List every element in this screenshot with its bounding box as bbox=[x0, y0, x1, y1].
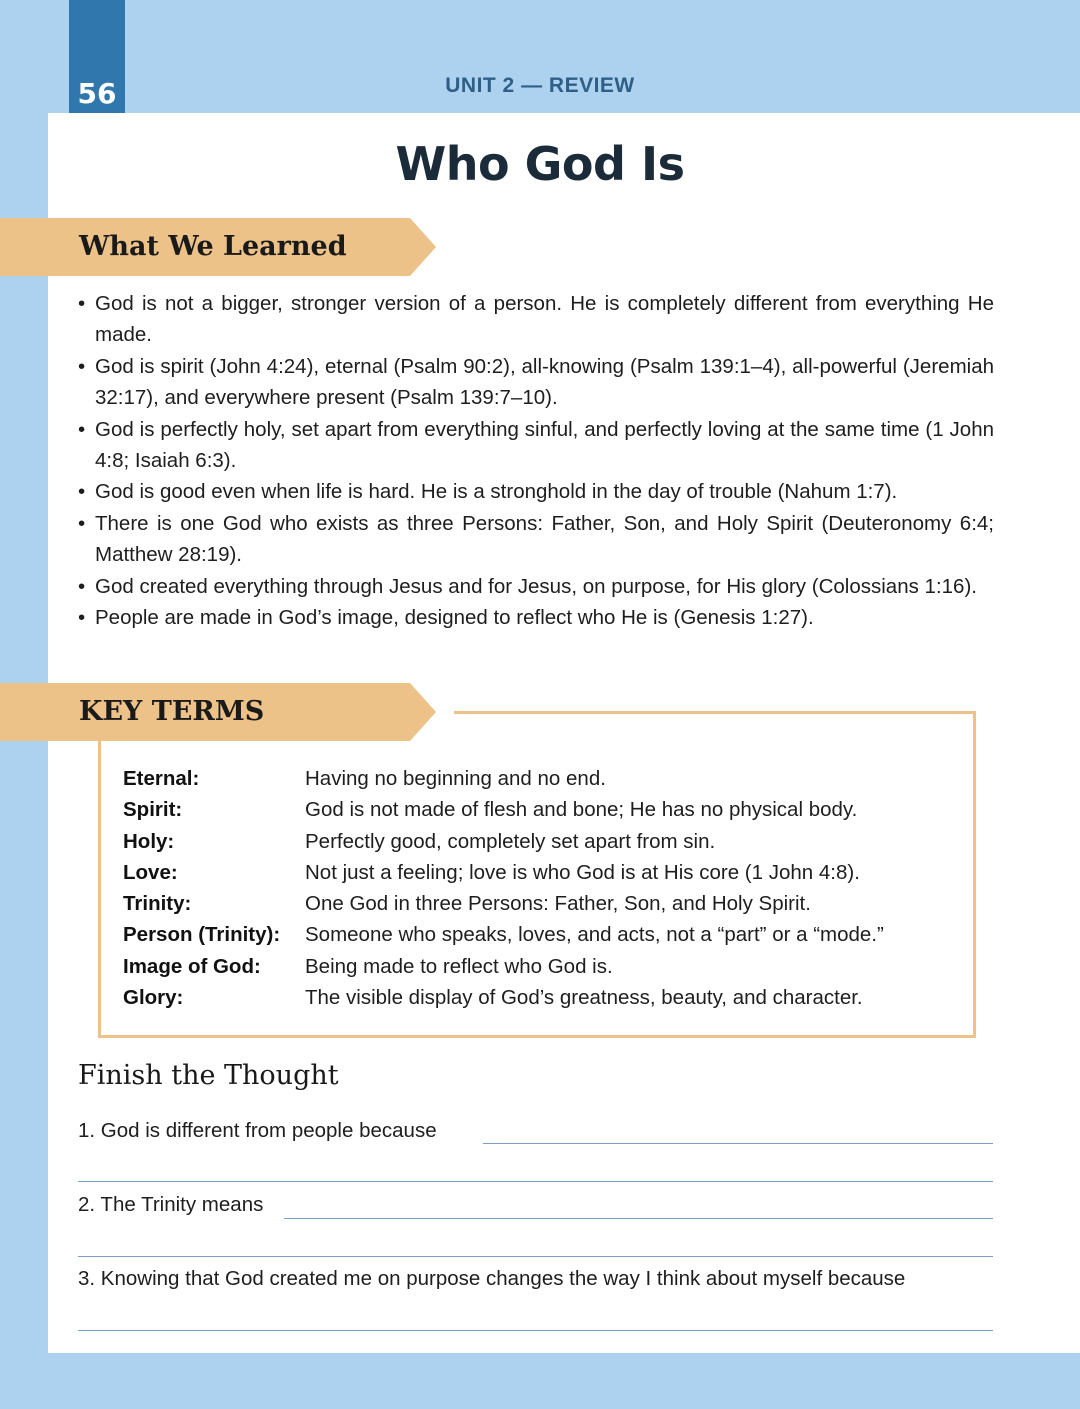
term-definition: Being made to reflect who God is. bbox=[305, 954, 613, 978]
page-number: 56 bbox=[69, 0, 125, 128]
term-name: Eternal: bbox=[123, 767, 200, 790]
term-definition: Perfectly good, completely set apart from sin. bbox=[305, 829, 716, 853]
term-row bbox=[123, 794, 963, 825]
answer-line[interactable] bbox=[284, 1218, 993, 1219]
term-definition: God is not made of flesh and bone; He has no physical body. bbox=[305, 798, 858, 822]
term-row bbox=[123, 888, 963, 919]
list-item: • People are made in God’s image, designed to reflect who He is (Genesis 1:27). bbox=[78, 602, 994, 633]
question-3: 3. Knowing that God created me on purpose changes the way I think about myself because bbox=[78, 1267, 906, 1290]
list-item: • God is spirit (John 4:24), eternal (Psalm 90:2), all-knowing (Psalm 139:1–4), all-powerful (Jeremiah 32:17), and everywhere present (Psalm 139:7–10). bbox=[78, 351, 994, 414]
term-definition: The visible display of God’s greatness, beauty, and character. bbox=[305, 986, 863, 1010]
list-item: • God is perfectly holy, set apart from everything sinful, and perfectly loving at the same time (1 John 4:8; Isaiah 6:3). bbox=[78, 414, 994, 477]
list-item: • God is good even when life is hard. He is a stronghold in the day of trouble (Nahum 1:7). bbox=[78, 476, 994, 507]
list-item: • God created everything through Jesus and for Jesus, on purpose, for His glory (Colossians 1:16). bbox=[78, 571, 994, 602]
term-name: Image of God: bbox=[123, 954, 261, 978]
term-name: Glory: bbox=[123, 986, 184, 1010]
key-terms-list bbox=[123, 763, 963, 1013]
finish-heading: Finish the Thought bbox=[78, 1060, 339, 1091]
question-2: 2. The Trinity means bbox=[78, 1193, 264, 1216]
term-row bbox=[123, 857, 963, 888]
term-definition: One God in three Persons: Father, Son, and Holy Spirit. bbox=[305, 892, 811, 916]
term-row bbox=[123, 763, 963, 794]
term-row bbox=[123, 951, 963, 982]
answer-line[interactable] bbox=[78, 1256, 993, 1257]
term-row bbox=[123, 982, 963, 1013]
term-name: Holy: bbox=[123, 829, 175, 853]
list-item: • God is not a bigger, stronger version of a person. He is completely different from everything He made. bbox=[78, 288, 994, 351]
term-definition: Not just a feeling; love is who God is at His core (1 John 4:8). bbox=[305, 860, 860, 884]
question-1: 1. God is different from people because bbox=[78, 1119, 437, 1142]
term-name: Love: bbox=[123, 860, 178, 884]
what-we-learned-heading: What We Learned bbox=[79, 231, 347, 262]
term-name: Person (Trinity): bbox=[123, 923, 281, 947]
term-definition: Someone who speaks, loves, and acts, not a “part” or a “mode.” bbox=[305, 923, 884, 947]
answer-line[interactable] bbox=[78, 1330, 993, 1331]
answer-line[interactable] bbox=[483, 1143, 993, 1144]
term-row bbox=[123, 919, 963, 950]
term-definition: Having no beginning and no end. bbox=[305, 767, 606, 790]
answer-line[interactable] bbox=[78, 1181, 993, 1182]
learned-list bbox=[78, 288, 994, 633]
page-title: Who God Is bbox=[395, 137, 685, 191]
key-terms-heading: KEY TERMS bbox=[79, 696, 265, 727]
term-name: Spirit: bbox=[123, 798, 183, 822]
list-item: • There is one God who exists as three Persons: Father, Son, and Holy Spirit (Deuteronomy 6:4; Matthew 28:19). bbox=[78, 508, 994, 571]
unit-label: UNIT 2 — REVIEW bbox=[445, 74, 635, 97]
term-name: Trinity: bbox=[123, 892, 192, 916]
term-row bbox=[123, 826, 963, 857]
